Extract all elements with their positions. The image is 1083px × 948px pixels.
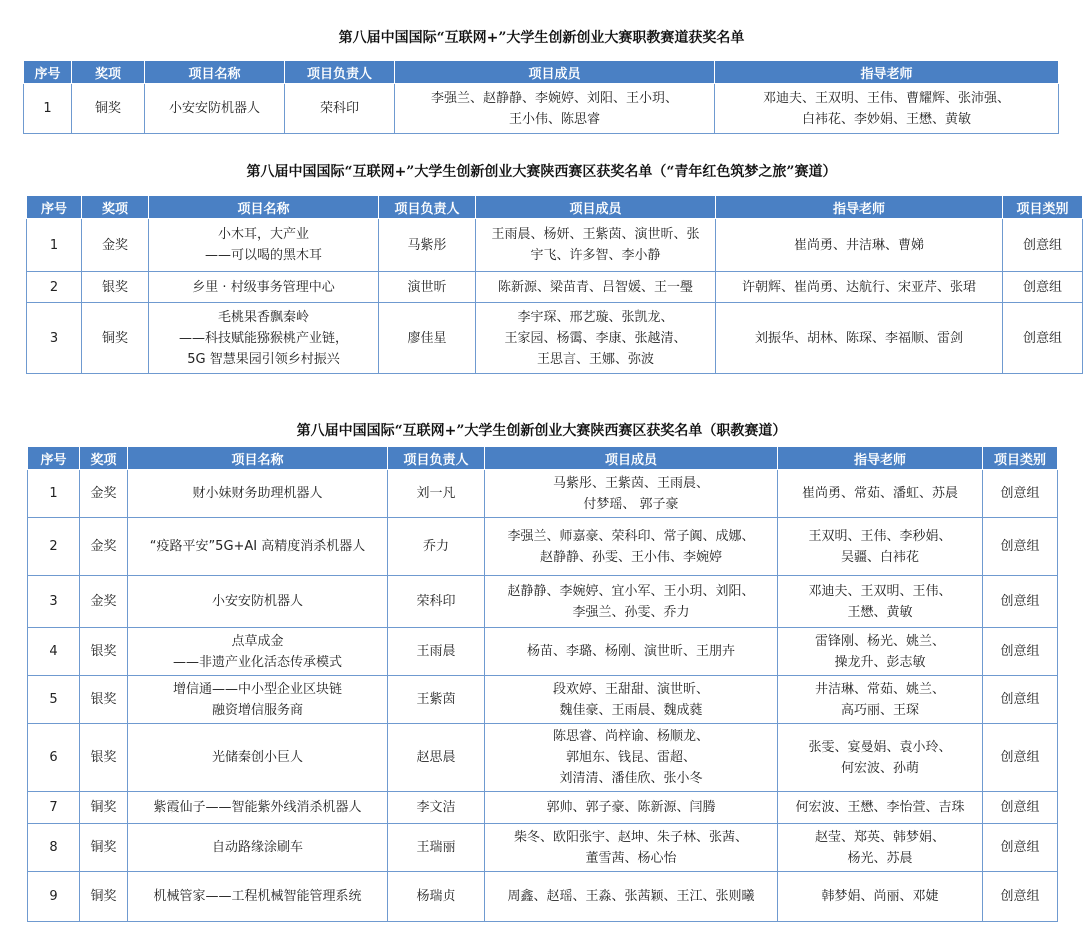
cell-category: 创意组: [983, 792, 1058, 824]
cell-project-name: 增信通——中小型企业区块链 融资增信服务商: [128, 676, 388, 724]
cell-members: 柴冬、欧阳张宇、赵坤、朱子林、张茜、 董雪茜、杨心怡: [485, 824, 778, 872]
cell-members: 李强兰、师嘉豪、荣科印、常子阗、成娜、 赵静静、孙雯、王小伟、李婉婷: [485, 518, 778, 576]
cell-project-name: “疫路平安”5G+AI 高精度消杀机器人: [128, 518, 388, 576]
table-row: [28, 576, 1058, 628]
cell-project-name: 机械管家——工程机械智能管理系统: [128, 872, 388, 922]
cell-category: 创意组: [1003, 303, 1083, 374]
cell-award: 银奖: [80, 628, 128, 676]
award-table-3: [27, 446, 1058, 922]
cell-teachers: 何宏波、王懋、李怡萱、吉珠: [778, 792, 983, 824]
cell-leader: 刘一凡: [388, 470, 485, 518]
cell-no: 2: [28, 518, 80, 576]
cell-no: 6: [28, 724, 80, 792]
cell-leader: 荣科印: [388, 576, 485, 628]
cell-members: 王雨晨、杨妍、王紫茵、演世昕、张 宇飞、许多智、李小静: [476, 219, 716, 272]
cell-project-name: 光储秦创小巨人: [128, 724, 388, 792]
cell-no: 8: [28, 824, 80, 872]
header-no: 序号: [24, 61, 72, 84]
cell-award: 金奖: [80, 576, 128, 628]
cell-leader: 荣科印: [285, 84, 395, 134]
cell-category: 创意组: [983, 872, 1058, 922]
header-members: 项目成员: [395, 61, 715, 84]
cell-project-name: 自动路缘涂刷车: [128, 824, 388, 872]
table2-title: 第八届中国国际“互联网+”大学生创新创业大赛陕西赛区获奖名单（“青年红色筑梦之旅”赛道）: [246, 164, 837, 180]
cell-teachers: 邓迪夫、王双明、王伟、曹耀辉、张沛强、 白袆花、李妙娟、王懋、黄敏: [715, 84, 1059, 134]
header-teachers: 指导老师: [716, 196, 1003, 219]
cell-category: 创意组: [983, 576, 1058, 628]
cell-award: 金奖: [80, 470, 128, 518]
cell-leader: 乔力: [388, 518, 485, 576]
table3-title: 第八届中国国际“互联网+”大学生创新创业大赛陕西赛区获奖名单（职教赛道）: [296, 423, 787, 439]
header-award: 奖项: [72, 61, 145, 84]
table-row: [28, 872, 1058, 922]
header-leader: 项目负责人: [388, 447, 485, 470]
cell-award: 铜奖: [82, 303, 149, 374]
cell-teachers: 崔尚勇、井洁琳、曹娣: [716, 219, 1003, 272]
cell-leader: 廖佳星: [379, 303, 476, 374]
cell-no: 3: [27, 303, 82, 374]
cell-award: 铜奖: [80, 792, 128, 824]
cell-award: 金奖: [80, 518, 128, 576]
table-row: [24, 84, 1059, 134]
cell-teachers: 韩梦娟、尚丽、邓婕: [778, 872, 983, 922]
cell-project-name: 小安安防机器人: [128, 576, 388, 628]
cell-members: 赵静静、李婉婷、宜小军、王小玥、刘阳、 李强兰、孙雯、乔力: [485, 576, 778, 628]
header-award: 奖项: [82, 196, 149, 219]
cell-project-name: 小安安防机器人: [145, 84, 285, 134]
cell-members: 马紫彤、王紫茵、王雨晨、 付梦瑶、 郭子豪: [485, 470, 778, 518]
cell-no: 4: [28, 628, 80, 676]
table-header-row: [28, 447, 1058, 470]
cell-category: 创意组: [983, 824, 1058, 872]
cell-leader: 马紫彤: [379, 219, 476, 272]
table-row: [28, 792, 1058, 824]
cell-leader: 王雨晨: [388, 628, 485, 676]
cell-award: 银奖: [82, 272, 149, 303]
table1-title: 第八届中国国际“互联网+”大学生创新创业大赛职教赛道获奖名单: [338, 30, 745, 46]
header-leader: 项目负责人: [379, 196, 476, 219]
cell-no: 7: [28, 792, 80, 824]
header-no: 序号: [28, 447, 80, 470]
header-teachers: 指导老师: [715, 61, 1059, 84]
cell-project-name: 紫霞仙子——智能紫外线消杀机器人: [128, 792, 388, 824]
cell-category: 创意组: [983, 628, 1058, 676]
cell-teachers: 张雯、宴曼娟、袁小玲、 何宏波、孙萌: [778, 724, 983, 792]
table-header-row: [27, 196, 1083, 219]
cell-award: 银奖: [80, 676, 128, 724]
cell-award: 铜奖: [80, 824, 128, 872]
cell-teachers: 邓迪夫、王双明、王伟、 王懋、黄敏: [778, 576, 983, 628]
header-award: 奖项: [80, 447, 128, 470]
cell-members: 李强兰、赵静静、李婉婷、刘阳、王小玥、 王小伟、陈思睿: [395, 84, 715, 134]
cell-teachers: 许朝辉、崔尚勇、达航行、宋亚芹、张珺: [716, 272, 1003, 303]
cell-category: 创意组: [983, 470, 1058, 518]
cell-teachers: 雷锋刚、杨光、姚兰、 操龙升、彭志敏: [778, 628, 983, 676]
cell-members: 李宇琛、邢艺璇、张凯龙、 王家园、杨霭、李康、张越清、 王思言、王娜、弥波: [476, 303, 716, 374]
cell-members: 杨苗、李璐、杨刚、演世昕、王朋卉: [485, 628, 778, 676]
cell-leader: 杨瑞贞: [388, 872, 485, 922]
table-row: [28, 824, 1058, 872]
cell-members: 陈思睿、尚梓谕、杨顺龙、 郭旭东、钱昆、雷超、 刘清清、潘佳欣、张小冬: [485, 724, 778, 792]
table-row: [28, 518, 1058, 576]
header-project-name: 项目名称: [145, 61, 285, 84]
cell-teachers: 井洁琳、常茹、姚兰、 高巧丽、王琛: [778, 676, 983, 724]
cell-no: 9: [28, 872, 80, 922]
header-project-name: 项目名称: [149, 196, 379, 219]
cell-no: 2: [27, 272, 82, 303]
cell-category: 创意组: [1003, 219, 1083, 272]
cell-award: 铜奖: [72, 84, 145, 134]
cell-leader: 王瑞丽: [388, 824, 485, 872]
table-row: [28, 470, 1058, 518]
cell-category: 创意组: [983, 676, 1058, 724]
award-table-1: [23, 60, 1059, 134]
table-row: [27, 303, 1083, 374]
table-row: [27, 219, 1083, 272]
cell-category: 创意组: [1003, 272, 1083, 303]
header-no: 序号: [27, 196, 82, 219]
table-row: [27, 272, 1083, 303]
cell-teachers: 王双明、王伟、李秒娟、 吴疆、白袆花: [778, 518, 983, 576]
header-members: 项目成员: [485, 447, 778, 470]
cell-no: 1: [24, 84, 72, 134]
cell-award: 铜奖: [80, 872, 128, 922]
table-row: [28, 724, 1058, 792]
header-category: 项目类别: [983, 447, 1058, 470]
cell-teachers: 崔尚勇、常茹、潘虹、苏晨: [778, 470, 983, 518]
table-row: [28, 628, 1058, 676]
cell-members: 段欢婷、王甜甜、演世昕、 魏佳豪、王雨晨、魏成蕤: [485, 676, 778, 724]
cell-leader: 王紫茵: [388, 676, 485, 724]
cell-project-name: 点草成金 ——非遗产业化活态传承模式: [128, 628, 388, 676]
cell-leader: 赵思晨: [388, 724, 485, 792]
cell-category: 创意组: [983, 518, 1058, 576]
cell-members: 周鑫、赵瑶、王淼、张茜颖、王江、张则曦: [485, 872, 778, 922]
cell-teachers: 赵莹、郑英、韩梦娟、 杨光、苏晨: [778, 824, 983, 872]
cell-leader: 演世昕: [379, 272, 476, 303]
cell-no: 3: [28, 576, 80, 628]
cell-category: 创意组: [983, 724, 1058, 792]
table-header-row: [24, 61, 1059, 84]
cell-teachers: 刘振华、胡林、陈琛、李福顺、雷剑: [716, 303, 1003, 374]
cell-members: 郭帅、郭子豪、陈新源、闫腾: [485, 792, 778, 824]
cell-leader: 李文洁: [388, 792, 485, 824]
cell-members: 陈新源、梁苗青、吕智媛、王一璺: [476, 272, 716, 303]
cell-project-name: 财小妹财务助理机器人: [128, 470, 388, 518]
cell-no: 5: [28, 676, 80, 724]
cell-project-name: 乡里 · 村级事务管理中心: [149, 272, 379, 303]
table-row: [28, 676, 1058, 724]
header-category: 项目类别: [1003, 196, 1083, 219]
header-leader: 项目负责人: [285, 61, 395, 84]
header-members: 项目成员: [476, 196, 716, 219]
cell-award: 银奖: [80, 724, 128, 792]
header-teachers: 指导老师: [778, 447, 983, 470]
cell-award: 金奖: [82, 219, 149, 272]
cell-no: 1: [27, 219, 82, 272]
cell-project-name: 毛桃果香飘秦岭 ——科技赋能猕猴桃产业链， 5G 智慧果园引领乡村振兴: [149, 303, 379, 374]
header-project-name: 项目名称: [128, 447, 388, 470]
cell-no: 1: [28, 470, 80, 518]
cell-project-name: 小木耳，大产业 ——可以喝的黑木耳: [149, 219, 379, 272]
award-table-2: [26, 195, 1083, 374]
